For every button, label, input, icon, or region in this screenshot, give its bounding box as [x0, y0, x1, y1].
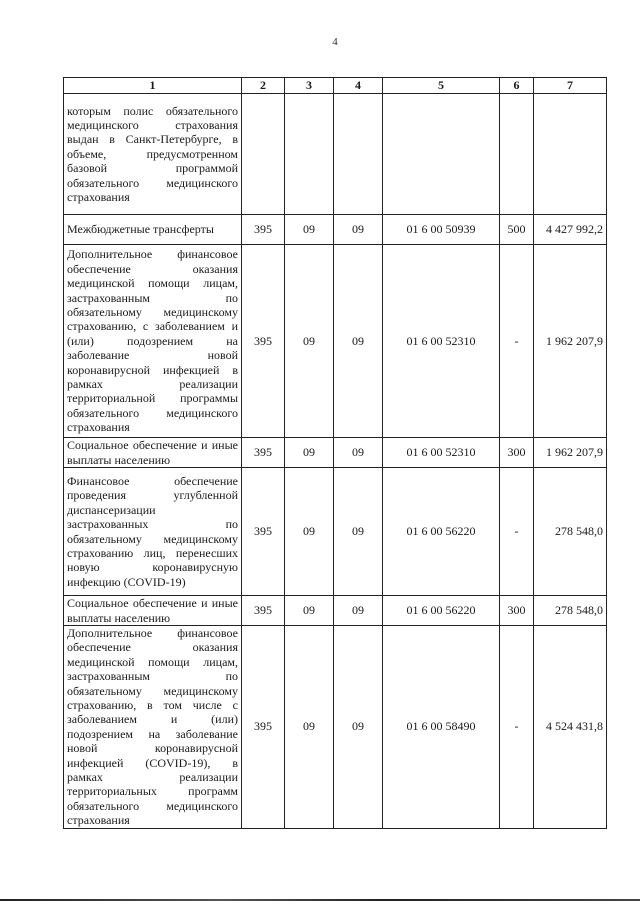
- row-type: -: [500, 245, 534, 438]
- column-header: 5: [383, 78, 500, 94]
- row-target: 01 6 00 56220: [383, 468, 500, 596]
- row-subsection: 09: [334, 245, 383, 438]
- row-description: Дополнительное финансовое обеспечение оказания медицинской помощи лицам, застрахованным по обязательному медицинскому страхованию, в том числе с заболеванием и (или) подозрением на заболевание новой коронавирусной инфекцией (COVID-19), в рамках реализации территориальных программ обязательного медицинского страхования: [64, 626, 242, 829]
- row-description: Социальное обеспечение и иные выплаты населению: [64, 596, 242, 626]
- row-type: 300: [500, 438, 534, 468]
- row-section: 09: [285, 596, 334, 626]
- row-target: 01 6 00 52310: [383, 245, 500, 438]
- row-type: -: [500, 468, 534, 596]
- row-description: Межбюджетные трансферты: [64, 215, 242, 245]
- row-section: 09: [285, 438, 334, 468]
- column-header: 3: [285, 78, 334, 94]
- table-row: [64, 596, 607, 626]
- row-code: 395: [242, 468, 285, 596]
- column-header: 1: [64, 78, 242, 94]
- row-type: 300: [500, 596, 534, 626]
- table-row: [64, 245, 607, 438]
- row-type: 500: [500, 215, 534, 245]
- row-code: 395: [242, 626, 285, 829]
- page-number: 4: [332, 36, 338, 48]
- row-target: 01 6 00 50939: [383, 215, 500, 245]
- row-amount: [534, 94, 607, 215]
- row-description: которым полис обязательного медицинского страхования выдан в Санкт-Петербурге, в объеме, предусмотренном базовой программой обязательного медицинского страхования: [64, 94, 242, 215]
- row-amount: 4 524 431,8: [534, 626, 607, 829]
- row-amount: 278 548,0: [534, 468, 607, 596]
- row-code: 395: [242, 596, 285, 626]
- row-type: [500, 94, 534, 215]
- column-header: 2: [242, 78, 285, 94]
- row-section: 09: [285, 468, 334, 596]
- row-target: [383, 94, 500, 215]
- table-header-row: [64, 78, 607, 94]
- row-subsection: 09: [334, 215, 383, 245]
- row-code: 395: [242, 245, 285, 438]
- table-row: [64, 94, 607, 215]
- row-code: 395: [242, 215, 285, 245]
- page-bottom-rule: [0, 899, 640, 901]
- row-amount: 1 962 207,9: [534, 438, 607, 468]
- table-row: [64, 468, 607, 596]
- row-subsection: [334, 94, 383, 215]
- row-amount: 1 962 207,9: [534, 245, 607, 438]
- budget-table: [63, 77, 607, 829]
- table-row: [64, 626, 607, 829]
- row-target: 01 6 00 52310: [383, 438, 500, 468]
- row-amount: 4 427 992,2: [534, 215, 607, 245]
- row-section: 09: [285, 626, 334, 829]
- row-code: [242, 94, 285, 215]
- row-subsection: 09: [334, 626, 383, 829]
- column-header: 7: [534, 78, 607, 94]
- row-subsection: 09: [334, 468, 383, 596]
- table-row: [64, 438, 607, 468]
- row-subsection: 09: [334, 596, 383, 626]
- row-target: 01 6 00 58490: [383, 626, 500, 829]
- row-section: [285, 94, 334, 215]
- row-description: Социальное обеспечение и иные выплаты населению: [64, 438, 242, 468]
- row-description: Финансовое обеспечение проведения углубленной диспансеризации застрахованных по обязательному медицинскому страхованию лиц, перенесших новую коронавирусную инфекцию (COVID-19): [64, 468, 242, 596]
- row-section: 09: [285, 215, 334, 245]
- table-row: [64, 215, 607, 245]
- column-header: 4: [334, 78, 383, 94]
- column-header: 6: [500, 78, 534, 94]
- row-code: 395: [242, 438, 285, 468]
- row-subsection: 09: [334, 438, 383, 468]
- row-section: 09: [285, 245, 334, 438]
- row-target: 01 6 00 56220: [383, 596, 500, 626]
- row-amount: 278 548,0: [534, 596, 607, 626]
- row-type: -: [500, 626, 534, 829]
- row-description: Дополнительное финансовое обеспечение оказания медицинской помощи лицам, застрахованным по обязательному медицинскому страхованию, с заболеванием и (или) подозрением на заболевание новой коронавирусной инфекцией в рамках реализации территориальной программы обязательного медицинского страхования: [64, 245, 242, 438]
